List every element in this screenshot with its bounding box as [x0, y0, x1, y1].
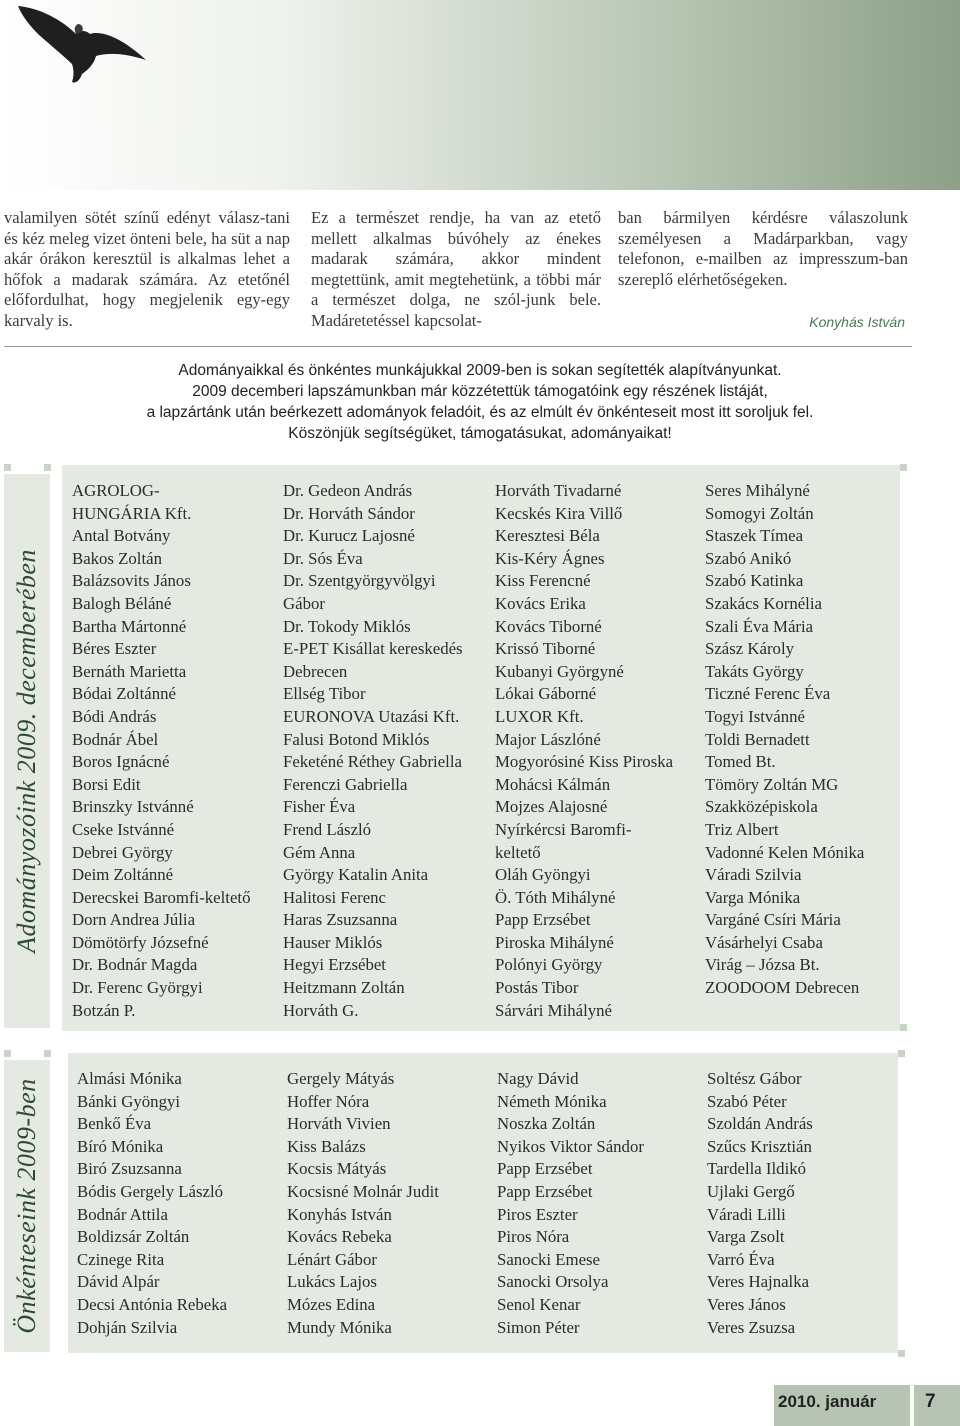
issue-date: 2010. január: [778, 1392, 877, 1411]
article-column-2: Ez a természet rendje, ha van az etető mellett alkalmas búvóhely az énekes madarak számára, akkor mindent megtettünk, amit megtehetünk, a többi már a természet dolga, ne szól-junk bele. Madáretetéssel kapcsolat-: [311, 208, 601, 330]
name-entry: Antal Botvány: [72, 526, 171, 546]
name-entry: Lukács Lajos: [287, 1272, 377, 1292]
name-entry: Nagy Dávid: [497, 1069, 579, 1088]
name-entry: Piroska Mihályné: [495, 932, 614, 952]
name-entry: Ellség Tibor: [283, 684, 366, 704]
name-entry: Szakközépiskola: [705, 797, 818, 817]
name-entry: Horváth G.: [283, 1000, 359, 1020]
name-entry: Heitzmann Zoltán: [283, 978, 405, 998]
name-entry: Dr. Tokody Miklós: [283, 616, 411, 636]
corner-ornament: [900, 464, 907, 471]
name-entry: Takáts György: [705, 661, 804, 681]
name-entry: Vásárhelyi Csaba: [705, 932, 823, 952]
name-entry: Varró Éva: [707, 1249, 775, 1269]
name-entry: Veres János: [707, 1294, 786, 1314]
name-entry: LUXOR Kft.: [495, 706, 584, 726]
corner-ornament: [898, 1050, 905, 1057]
name-entry: Veres Zsuzsa: [707, 1317, 796, 1337]
name-entry: Benkő Éva: [77, 1114, 152, 1134]
donors-column-1: [72, 480, 250, 1022]
name-entry: Biró Zsuzsanna: [77, 1159, 182, 1179]
name-entry: Kocsis Mátyás: [287, 1159, 387, 1179]
name-entry: Simon Péter: [497, 1317, 580, 1337]
name-entry: Ticzné Ferenc Éva: [705, 684, 831, 704]
name-entry: Mogyorósiné Kiss Piroska: [495, 752, 674, 772]
name-entry: Debrei György: [72, 842, 173, 862]
name-entry: Hauser Miklós: [283, 932, 383, 952]
name-entry: Bodnár Attila: [77, 1204, 168, 1224]
name-entry: Ferenczi Gabriella: [283, 774, 408, 794]
name-entry: Balázsovits János: [72, 571, 191, 591]
name-entry: Varga Mónika: [705, 887, 801, 907]
donors-title: Adományozóink 2009. decemberében: [12, 549, 41, 953]
name-entry: Hoffer Nóra: [287, 1091, 370, 1111]
name-entry: Boros Ignácné: [72, 752, 170, 772]
name-entry: Tomed Bt.: [705, 752, 776, 772]
name-entry: Veres Hajnalka: [707, 1272, 810, 1292]
name-entry: Vadonné Kelen Mónika: [705, 842, 865, 862]
name-entry: Frend László: [283, 819, 372, 839]
name-entry: Togyi Istvánné: [705, 706, 805, 726]
page-number: 7: [925, 1391, 936, 1412]
donors-title-sidebar: [4, 474, 50, 1028]
name-entry: Szász Károly: [705, 639, 795, 659]
name-entry: ZOODOOM Debrecen: [705, 978, 860, 998]
name-entry: Varga Zsolt: [707, 1227, 785, 1247]
name-entry: Piros Nóra: [497, 1227, 570, 1247]
header-band: [0, 0, 960, 190]
name-entry: Toldi Bernadett: [705, 729, 810, 749]
name-entry: Somogyi Zoltán: [705, 503, 814, 523]
name-entry: Ö. Tóth Mihályné: [495, 887, 616, 907]
name-entry: Piros Eszter: [497, 1204, 578, 1224]
name-entry: Halitosi Ferenc: [283, 887, 386, 907]
name-entry: Boldizsár Zoltán: [77, 1227, 190, 1247]
name-entry: Tömöry Zoltán MG: [705, 774, 839, 794]
name-entry: keltető: [495, 842, 541, 862]
name-entry: Bíró Mónika: [77, 1136, 164, 1156]
name-entry: Hegyi Erzsébet: [283, 955, 386, 975]
name-entry: Noszka Zoltán: [497, 1114, 596, 1134]
eagle-icon: [10, 0, 150, 85]
name-entry: Kis-Kéry Ágnes: [495, 548, 605, 568]
name-entry: Dr. Kurucz Lajosné: [283, 526, 415, 546]
name-entry: Horváth Vivien: [287, 1114, 391, 1134]
name-entry: Falusi Botond Miklós: [283, 729, 430, 749]
name-entry: Gém Anna: [283, 842, 356, 862]
name-entry: Decsi Antónia Rebeka: [77, 1294, 228, 1314]
name-entry: Dorn Andrea Júlia: [72, 910, 196, 930]
name-entry: Bodnár Ábel: [72, 729, 159, 749]
name-entry: Kocsisné Molnár Judit: [287, 1181, 439, 1201]
section-divider: [4, 346, 912, 347]
intro-line: a lapzártánk után beérkezett adományok feladóit, és az elmúlt év önkénteseit most itt soroljuk fel.: [146, 404, 814, 421]
corner-ornament: [900, 1024, 907, 1031]
name-entry: Horváth Tivadarné: [495, 481, 622, 500]
name-entry: Gábor: [283, 593, 325, 613]
name-entry: Fisher Éva: [283, 797, 356, 817]
name-entry: Senol Kenar: [497, 1294, 581, 1314]
name-entry: Dr. Bodnár Magda: [72, 955, 198, 975]
name-entry: Szakács Kornélia: [705, 593, 822, 613]
article-column-1: valamilyen sötét színű edényt válasz-tani és kéz meleg vizet önteni bele, ha süt a nap akár órákon keresztül is alkalmas lehet a hőfok a madarak számára. Az etetőnél előfordulhat, hogy megjelenik egy-egy karvaly is.: [4, 208, 290, 330]
name-entry: Haras Zsuzsanna: [283, 910, 398, 930]
name-entry: Dr. Gedeon András: [283, 481, 413, 500]
name-entry: Kiss Ferencné: [495, 571, 591, 591]
footer-divider: [910, 1385, 914, 1426]
name-entry: Szoldán András: [707, 1114, 813, 1134]
name-entry: Szali Éva Mária: [705, 616, 814, 636]
name-entry: Krissó Tiborné: [495, 639, 596, 659]
name-entry: Dr. Szentgyörgyvölgyi: [283, 571, 436, 591]
name-entry: György Katalin Anita: [283, 865, 429, 885]
name-entry: Derecskei Baromfi-keltető: [72, 887, 251, 907]
name-entry: Balogh Béláné: [72, 593, 172, 613]
name-entry: Botzán P.: [72, 1000, 136, 1020]
name-entry: Kubanyi Györgyné: [495, 661, 624, 681]
name-entry: Feketéné Réthey Gabriella: [283, 752, 462, 772]
name-entry: Gergely Mátyás: [287, 1069, 395, 1088]
name-entry: Sárvári Mihályné: [495, 1000, 612, 1020]
name-entry: Kovács Erika: [495, 593, 586, 613]
name-entry: Kecskés Kira Villő: [495, 503, 623, 523]
name-entry: Staszek Tímea: [705, 526, 804, 546]
name-entry: Cseke Istvánné: [72, 819, 175, 839]
intro-line: Adományaikkal és önkéntes munkájukkal 2009-ben is sokan segítették alapítványunkat.: [178, 362, 782, 379]
name-entry: Konyhás István: [287, 1204, 392, 1224]
name-entry: Nyírkércsi Baromfi-: [495, 819, 632, 839]
intro-line: Köszönjük segítségüket, támogatásukat, adományaikat!: [288, 425, 672, 442]
name-entry: Mohácsi Kálmán: [495, 774, 611, 794]
name-entry: Deim Zoltánné: [72, 865, 174, 885]
name-entry: Sanocki Orsolya: [497, 1272, 609, 1292]
name-entry: Bartha Mártonné: [72, 616, 187, 636]
name-entry: Váradi Szilvia: [705, 865, 802, 885]
name-entry: Váradi Lilli: [707, 1204, 786, 1224]
name-entry: Dr. Horváth Sándor: [283, 503, 415, 523]
name-entry: Seres Mihályné: [705, 481, 810, 500]
volunteers-column-2: [287, 1068, 439, 1339]
name-entry: Dr. Ferenc Györgyi: [72, 978, 203, 998]
name-entry: Debrecen: [283, 661, 348, 681]
name-entry: Brinszky Istvánné: [72, 797, 194, 817]
name-entry: Lókai Gáborné: [495, 684, 597, 704]
name-entry: Kiss Balázs: [287, 1136, 366, 1156]
corner-ornament: [44, 464, 51, 471]
corner-ornament: [4, 464, 11, 471]
volunteers-title: Önkénteseink 2009-ben: [12, 1078, 41, 1334]
name-entry: Czinege Rita: [77, 1249, 165, 1269]
article-author: Konyhás István: [809, 314, 905, 330]
volunteers-column-1: [77, 1068, 227, 1339]
name-entry: Kovács Tiborné: [495, 616, 602, 636]
name-entry: AGROLOG-: [72, 481, 160, 500]
donors-column-4: [705, 480, 864, 1000]
name-entry: Mojzes Alajosné: [495, 797, 608, 817]
name-entry: Borsi Edit: [72, 774, 141, 794]
name-entry: Bódis Gergely László: [77, 1181, 224, 1201]
donors-column-3: [495, 480, 673, 1022]
name-entry: Sanocki Emese: [497, 1249, 600, 1269]
name-entry: Keresztesi Béla: [495, 526, 600, 546]
name-entry: Kovács Rebeka: [287, 1227, 392, 1247]
name-entry: Vargáné Csíri Mária: [705, 910, 841, 930]
corner-ornament: [44, 1050, 51, 1057]
name-entry: Polónyi György: [495, 955, 603, 975]
name-entry: Major Lászlóné: [495, 729, 601, 749]
name-entry: Tardella Ildikó: [707, 1159, 807, 1179]
name-entry: Lénárt Gábor: [287, 1249, 377, 1269]
name-entry: Papp Erzsébet: [497, 1181, 593, 1201]
name-entry: Bódi András: [72, 706, 157, 726]
name-entry: Bakos Zoltán: [72, 548, 162, 568]
name-entry: Ujlaki Gergő: [707, 1181, 795, 1201]
corner-ornament: [4, 1050, 11, 1057]
name-entry: Nyikos Viktor Sándor: [497, 1136, 644, 1156]
volunteers-title-sidebar: [4, 1060, 50, 1352]
name-entry: Mózes Edina: [287, 1294, 376, 1314]
name-entry: Bernáth Marietta: [72, 661, 187, 681]
donors-column-2: [283, 480, 463, 1022]
name-entry: Dávid Alpár: [77, 1272, 160, 1292]
article-column-3: ban bármilyen kérdésre válaszolunk személyesen a Madárparkban, vagy telefonon, e-mailben az impresszum-ban szereplő elérhetőségeken.: [618, 208, 908, 289]
name-entry: HUNGÁRIA Kft.: [72, 503, 192, 523]
name-entry: Szabó Anikó: [705, 548, 792, 568]
name-entry: Szabó Katinka: [705, 571, 804, 591]
name-entry: Soltész Gábor: [707, 1069, 802, 1088]
name-entry: Virág – Józsa Bt.: [705, 955, 820, 975]
name-entry: Szabó Péter: [707, 1091, 787, 1111]
name-entry: Dömötörfy Józsefné: [72, 932, 209, 952]
name-entry: Papp Erzsébet: [495, 910, 591, 930]
corner-ornament: [898, 1350, 905, 1357]
name-entry: Mundy Mónika: [287, 1317, 392, 1337]
name-entry: Triz Albert: [705, 819, 779, 839]
name-entry: Bódai Zoltánné: [72, 684, 176, 704]
intro-line: 2009 decemberi lapszámunkban már közzétettük támogatóink egy részének listáját,: [192, 383, 768, 400]
name-entry: Dr. Sós Éva: [283, 548, 363, 568]
name-entry: Béres Eszter: [72, 639, 157, 659]
name-entry: Dohján Szilvia: [77, 1317, 178, 1337]
name-entry: Bánki Gyöngyi: [77, 1091, 181, 1111]
name-entry: Postás Tibor: [495, 978, 579, 998]
intro-text: [40, 360, 920, 444]
volunteers-column-4: [707, 1068, 813, 1339]
name-entry: Papp Erzsébet: [497, 1159, 593, 1179]
name-entry: EURONOVA Utazási Kft.: [283, 706, 460, 726]
name-entry: E-PET Kisállat kereskedés: [283, 639, 463, 659]
name-entry: Almási Mónika: [77, 1069, 182, 1088]
name-entry: Németh Mónika: [497, 1091, 607, 1111]
name-entry: Szűcs Krisztián: [707, 1136, 812, 1156]
name-entry: Oláh Gyöngyi: [495, 865, 591, 885]
volunteers-column-3: [497, 1068, 644, 1339]
